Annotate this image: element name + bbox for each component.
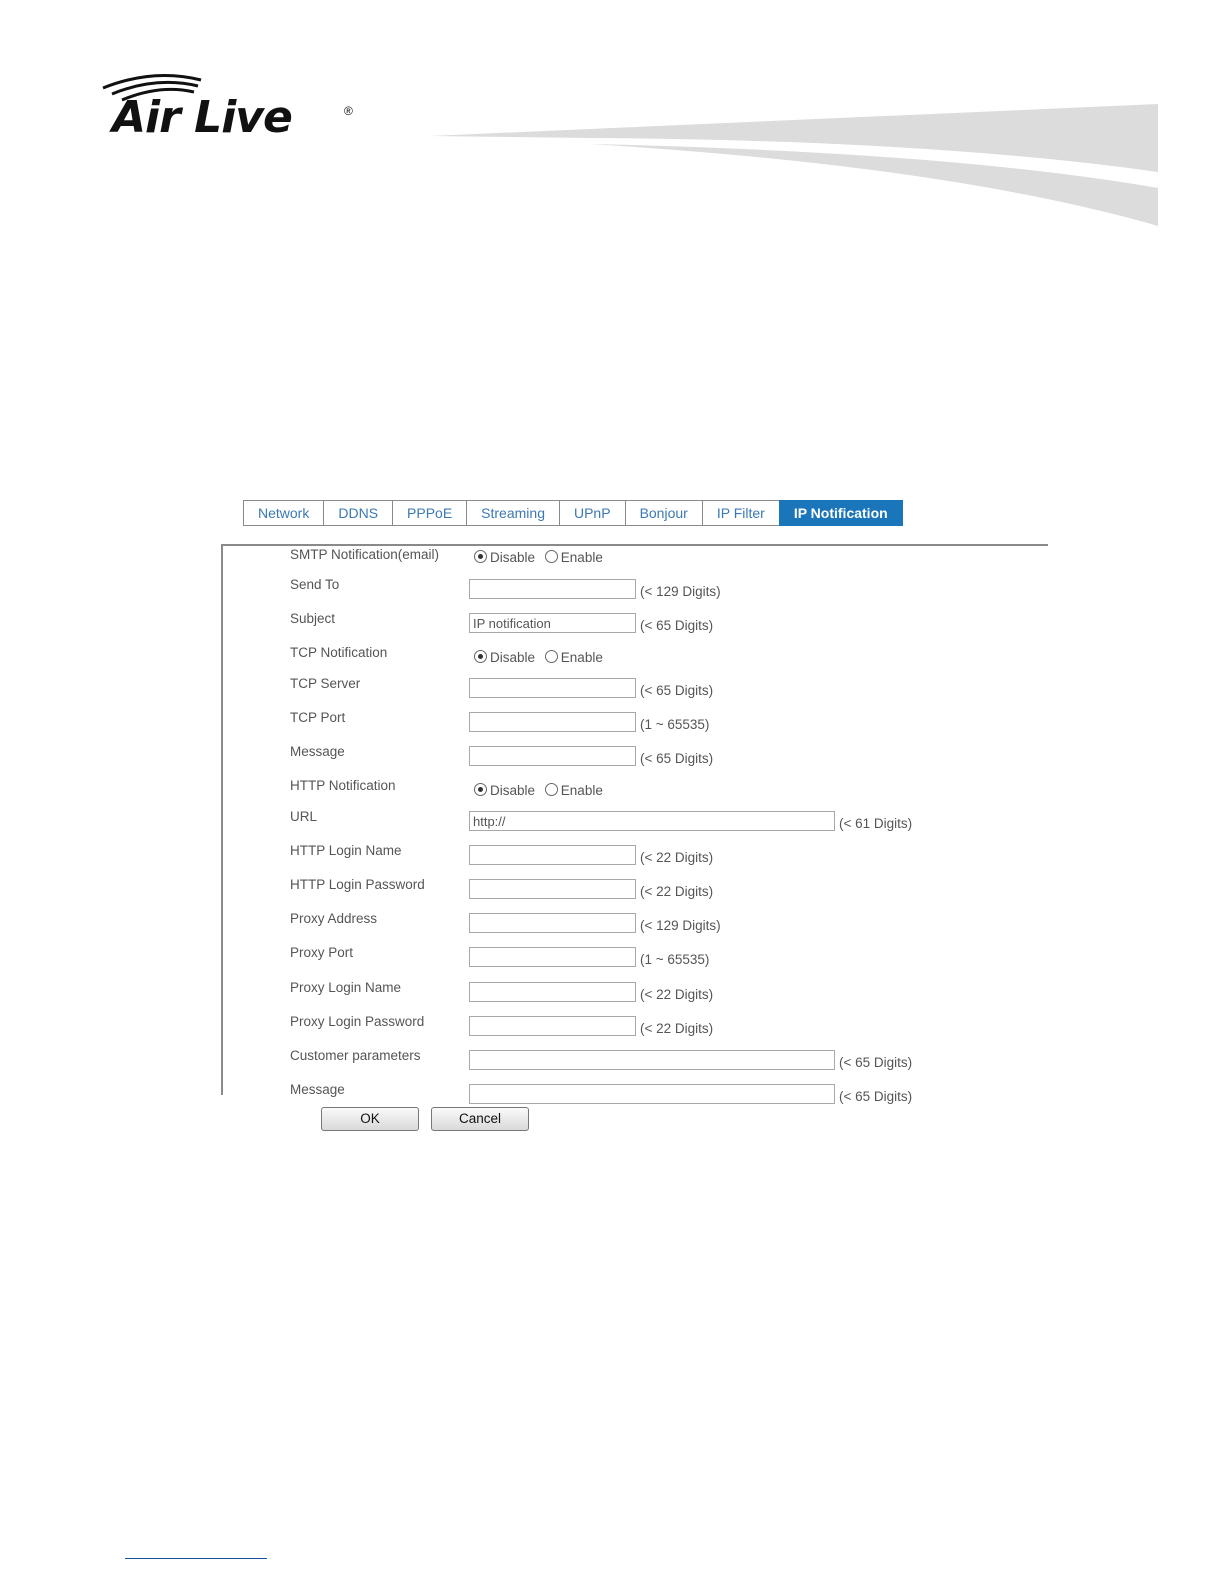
customer-parameters-hint: (< 65 Digits) bbox=[839, 1055, 913, 1070]
message-2-label: Message bbox=[290, 1082, 345, 1097]
proxy-login-password-row bbox=[223, 1013, 1048, 1043]
proxy-login-name-input[interactable] bbox=[469, 982, 636, 1002]
http-notification-row bbox=[223, 777, 1048, 807]
footer-divider bbox=[125, 1558, 267, 1559]
tab-ip-notification[interactable]: IP Notification bbox=[779, 500, 903, 526]
http-login-password-input[interactable] bbox=[469, 879, 636, 899]
tab-ip-filter[interactable]: IP Filter bbox=[702, 500, 779, 526]
tcp-port-row bbox=[223, 709, 1048, 739]
settings-tabs bbox=[243, 500, 903, 526]
message-hint: (< 65 Digits) bbox=[640, 751, 714, 766]
send-to-row bbox=[223, 576, 1048, 606]
proxy-port-input[interactable] bbox=[469, 947, 636, 967]
http-login-name-input[interactable] bbox=[469, 845, 636, 865]
proxy-port-row bbox=[223, 944, 1048, 974]
smtp-disable-radio[interactable] bbox=[474, 550, 487, 563]
subject-hint: (< 65 Digits) bbox=[640, 618, 714, 633]
airlive-logo bbox=[98, 70, 368, 150]
http-radio-group bbox=[474, 783, 609, 798]
url-hint: (< 61 Digits) bbox=[839, 816, 913, 831]
tab-streaming[interactable]: Streaming bbox=[466, 500, 559, 526]
tcp-server-hint: (< 65 Digits) bbox=[640, 683, 714, 698]
proxy-login-password-hint: (< 22 Digits) bbox=[640, 1021, 714, 1036]
smtp-enable-label: Enable bbox=[560, 550, 603, 565]
url-row bbox=[223, 808, 1048, 838]
message-2-hint: (< 65 Digits) bbox=[839, 1089, 913, 1104]
customer-parameters-input[interactable] bbox=[469, 1050, 835, 1070]
tcp-server-input[interactable] bbox=[469, 678, 636, 698]
tab-ddns[interactable]: DDNS bbox=[323, 500, 392, 526]
proxy-login-name-label: Proxy Login Name bbox=[290, 980, 402, 995]
tcp-notification-row bbox=[223, 644, 1048, 674]
proxy-address-hint: (< 129 Digits) bbox=[640, 918, 721, 933]
subject-input[interactable]: IP notification bbox=[469, 613, 636, 633]
proxy-address-row bbox=[223, 910, 1048, 940]
http-enable-radio[interactable] bbox=[545, 783, 558, 796]
message-row bbox=[223, 743, 1048, 773]
logo-wordmark: Air Live bbox=[112, 92, 292, 143]
send-to-input[interactable] bbox=[469, 579, 636, 599]
smtp-notification-label: SMTP Notification(email) bbox=[290, 547, 440, 562]
proxy-port-label: Proxy Port bbox=[290, 945, 354, 960]
send-to-hint: (< 129 Digits) bbox=[640, 584, 721, 599]
tab-pppoe[interactable]: PPPoE bbox=[392, 500, 466, 526]
subject-label: Subject bbox=[290, 611, 336, 626]
http-enable-label: Enable bbox=[560, 783, 603, 798]
tcp-disable-label: Disable bbox=[490, 650, 536, 665]
customer-parameters-label: Customer parameters bbox=[290, 1048, 421, 1063]
cancel-button[interactable]: Cancel bbox=[431, 1107, 529, 1131]
http-login-password-row bbox=[223, 876, 1048, 906]
proxy-login-password-label: Proxy Login Password bbox=[290, 1014, 425, 1029]
tab-upnp[interactable]: UPnP bbox=[559, 500, 625, 526]
http-login-password-hint: (< 22 Digits) bbox=[640, 884, 714, 899]
tcp-notification-label: TCP Notification bbox=[290, 645, 388, 660]
url-label: URL bbox=[290, 809, 318, 824]
registered-mark: ® bbox=[344, 104, 353, 118]
subject-row bbox=[223, 610, 1048, 640]
proxy-login-password-input[interactable] bbox=[469, 1016, 636, 1036]
http-notification-label: HTTP Notification bbox=[290, 778, 396, 793]
proxy-port-hint: (1 ~ 65535) bbox=[640, 952, 710, 967]
ok-button[interactable]: OK bbox=[321, 1107, 419, 1131]
http-login-name-label: HTTP Login Name bbox=[290, 843, 402, 858]
tcp-radio-group bbox=[474, 650, 609, 665]
tcp-enable-radio[interactable] bbox=[545, 650, 558, 663]
tab-bonjour[interactable]: Bonjour bbox=[625, 500, 702, 526]
proxy-address-input[interactable] bbox=[469, 913, 636, 933]
customer-parameters-row bbox=[223, 1047, 1048, 1077]
message-input[interactable] bbox=[469, 746, 636, 766]
tab-network[interactable]: Network bbox=[243, 500, 323, 526]
smtp-disable-label: Disable bbox=[490, 550, 536, 565]
tcp-enable-label: Enable bbox=[560, 650, 603, 665]
proxy-login-name-hint: (< 22 Digits) bbox=[640, 987, 714, 1002]
proxy-address-label: Proxy Address bbox=[290, 911, 378, 926]
ip-notification-form bbox=[221, 544, 1048, 1104]
tcp-server-label: TCP Server bbox=[290, 676, 361, 691]
tcp-port-input[interactable] bbox=[469, 712, 636, 732]
proxy-login-name-row bbox=[223, 979, 1048, 1009]
smtp-radio-group bbox=[474, 550, 609, 565]
send-to-label: Send To bbox=[290, 577, 340, 592]
http-login-name-row bbox=[223, 842, 1048, 872]
message-label: Message bbox=[290, 744, 345, 759]
http-disable-radio[interactable] bbox=[474, 783, 487, 796]
url-input[interactable]: http:// bbox=[469, 811, 835, 831]
header-swoosh-graphic bbox=[430, 100, 1160, 230]
message-2-input[interactable] bbox=[469, 1084, 835, 1104]
tcp-port-label: TCP Port bbox=[290, 710, 346, 725]
http-disable-label: Disable bbox=[490, 783, 536, 798]
tcp-port-hint: (1 ~ 65535) bbox=[640, 717, 710, 732]
tcp-server-row bbox=[223, 675, 1048, 705]
tcp-disable-radio[interactable] bbox=[474, 650, 487, 663]
http-login-name-hint: (< 22 Digits) bbox=[640, 850, 714, 865]
smtp-enable-radio[interactable] bbox=[545, 550, 558, 563]
http-login-password-label: HTTP Login Password bbox=[290, 877, 425, 892]
smtp-notification-row bbox=[223, 546, 1048, 576]
